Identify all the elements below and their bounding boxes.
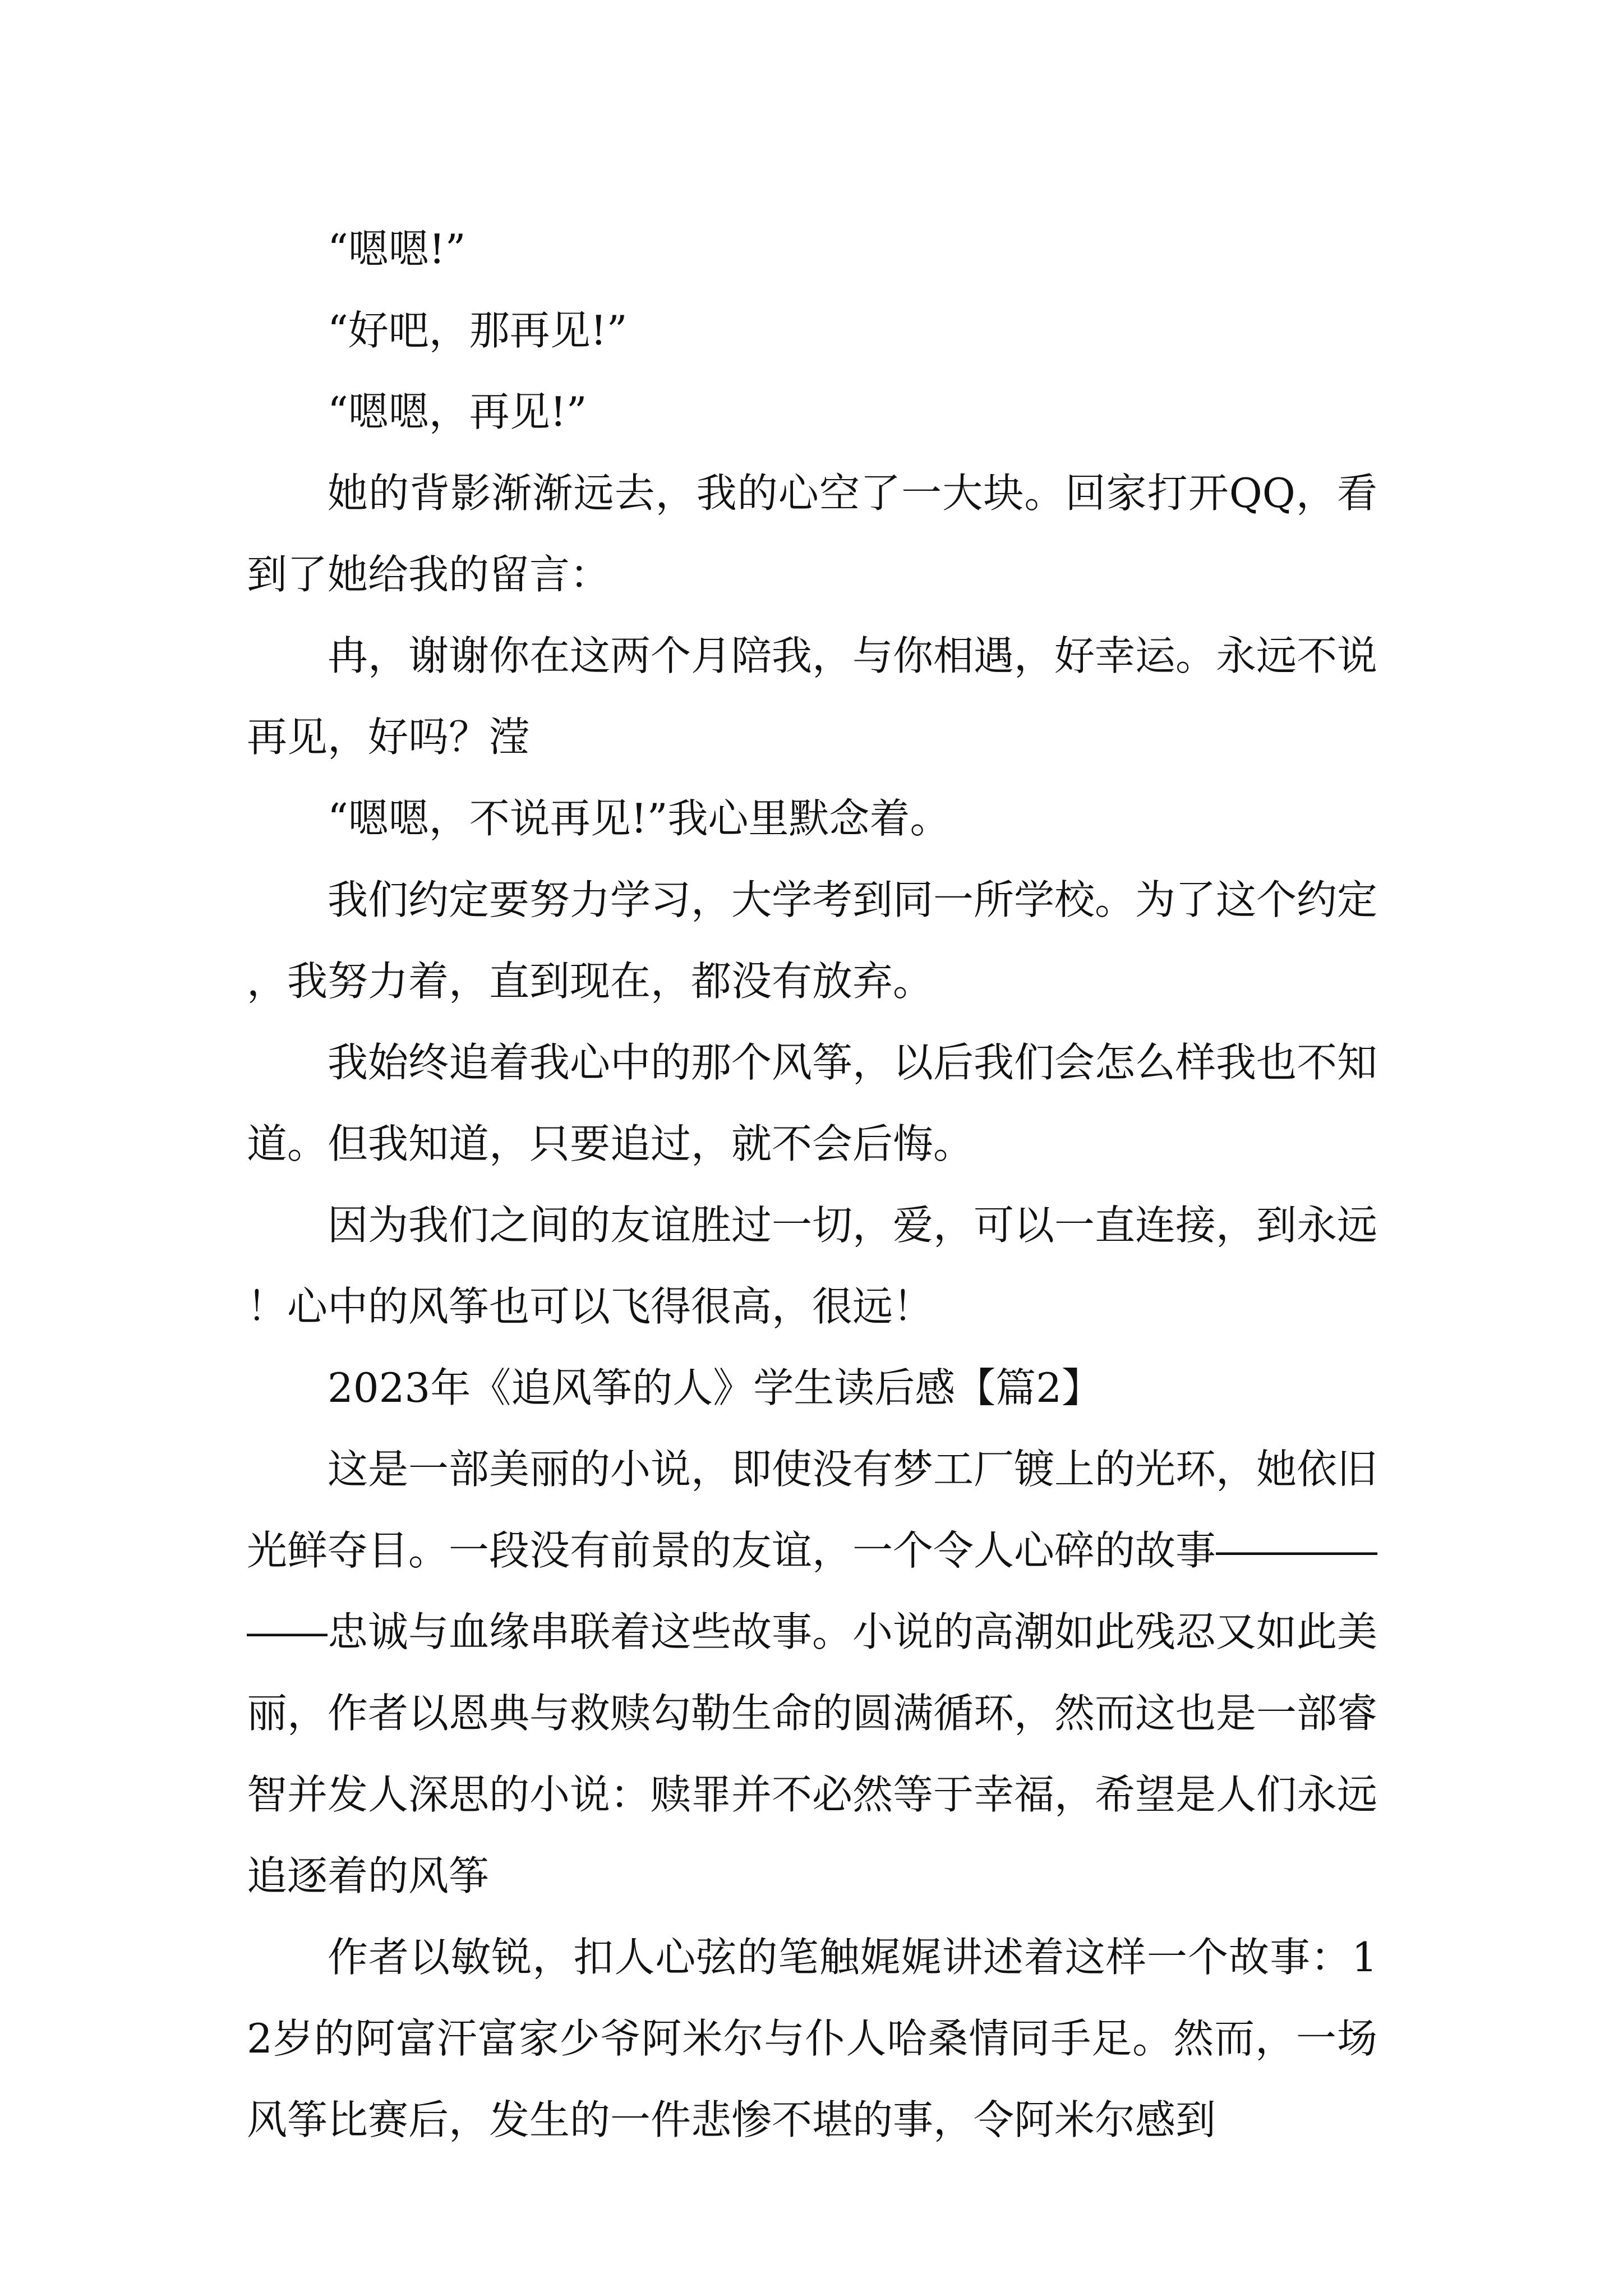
paragraph: 我始终追着我心中的那个风筝，以后我们会怎么样我也不知道。但我知道，只要追过，就不会后悔。 [247, 1039, 1378, 1167]
paragraph: “嗯嗯!” [328, 226, 466, 273]
paragraph: 作者以敏锐，扣人心弦的笔触娓娓讲述着这样一个故事：12岁的阿富汗富家少爷阿米尔与仆人哈桑情同手足。然而，一场风筝比赛后，发生的一件悲惨不堪的事，令阿米尔感到 [247, 1934, 1377, 2143]
paragraph: 我们约定要努力学习，大学考到同一所学校。为了这个约定，我努力着，直到现在，都没有放弃。 [247, 876, 1378, 1005]
paragraph: “嗯嗯，不说再见!”我心里默念着。 [328, 795, 951, 842]
paragraph: “嗯嗯，再见!” [328, 388, 587, 435]
paragraph: 冉，谢谢你在这两个月陪我，与你相遇，好幸运。永远不说再见，好吗？滢 [247, 632, 1378, 761]
paragraph: 这是一部美丽的小说，即使没有梦工厂镀上的光环，她依旧光鲜夺目。一段没有前景的友谊，一个令人心碎的故事――――――忠诚与血缘串联着这些故事。小说的高潮如此残忍又如此美丽，作者以恩典与救赎勾勒生命的圆满循环，然而这也是一部睿智并发人深思的小说：赎罪并不必然等于幸福，希望是人们永远追逐着的风筝 [247, 1446, 1378, 1899]
document-body [247, 209, 1377, 2161]
paragraph: “好吧，那再见!” [328, 307, 628, 354]
paragraph: 因为我们之间的友谊胜过一切，爱，可以一直连接，到永远！心中的风筝也可以飞得很高，很远！ [247, 1202, 1378, 1330]
section-heading: 2023年《追风筝的人》学生读后感【篇2】 [328, 1364, 1103, 1411]
paragraph: 她的背影渐渐远去，我的心空了一大块。回家打开QQ，看到了她给我的留言： [247, 470, 1377, 598]
